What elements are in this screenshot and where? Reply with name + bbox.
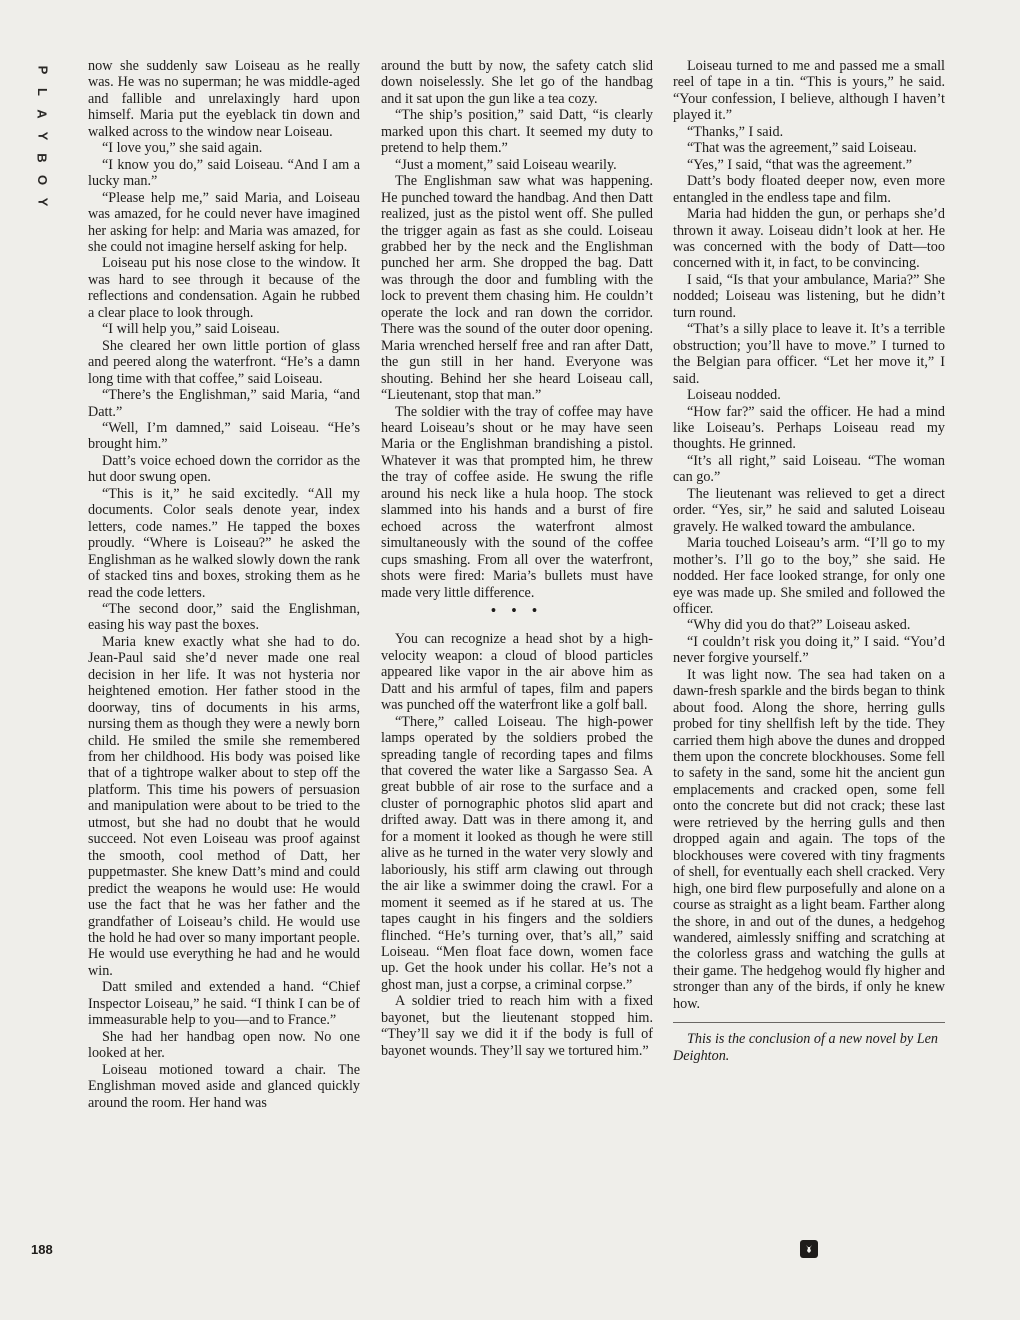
page-number: 188: [31, 1242, 53, 1257]
paragraph: The Englishman saw what was happening. He punched toward the handbag. And then Datt realized, just as the pistol went off. She pulled the trigger again as fast as she could. Loiseau grabbed her by the neck and the Englishman punched her arm. She dropped the bag. Datt was through the door and fumbling with the lock to prevent them chasing him. He couldn’t operate the lock and ran down the corridor. There was the sound of the outer door opening. Maria wrenched herself free and ran after Datt, the gun still in her hand. Everyone was shouting. Behind her she heard Loiseau call, “Lieutenant, stop that man.”: [381, 173, 653, 404]
sideline-letter: P: [35, 65, 51, 75]
paragraph: “The second door,” said the Englishman, easing his way past the boxes.: [88, 600, 360, 634]
paragraph: I said, “Is that your ambulance, Maria?” She nodded; Loiseau was listening, but he didn’t turn round.: [673, 271, 945, 321]
paragraph: “Thanks,” I said.: [687, 123, 784, 140]
paragraph: “Yes,” I said, “that was the agreement.”: [687, 156, 913, 173]
sideline-letter: L: [35, 88, 51, 96]
paragraph: “How far?” said the officer. He had a mind like Loiseau’s. Perhaps Loiseau read my thoughts. He grinned.: [673, 403, 945, 453]
end-mark-icon: [800, 1240, 818, 1258]
paragraph: “The ship’s position,” said Datt, “is clearly marked upon this chart. It seemed my duty to pretend to help them.”: [381, 107, 653, 157]
author-tagline: This is the conclusion of a new novel by Len Deighton.: [673, 1031, 939, 1064]
paragraph: Loiseau turned to me and passed me a small reel of tape in a tin. “This is yours,” he said. “Your confession, I believe, although I haven’t played it.”: [673, 58, 945, 124]
paragraph: “I will help you,” said Loiseau.: [102, 321, 280, 338]
paragraph: “Well, I’m damned,” said Loiseau. “He’s brought him.”: [88, 419, 360, 453]
section-separator: • • •: [491, 602, 543, 619]
paragraph: Maria touched Loiseau’s arm. “I’ll go to my mother’s. I’ll go to the boy,” she said. He nodded. Her face looked strange, for only one eye was made up. She smiled and followed the officer.: [673, 535, 945, 617]
sideline-letter: Y: [35, 131, 51, 141]
sideline-letter: Y: [35, 197, 51, 207]
divider: [673, 1022, 945, 1023]
paragraph: “Please help me,” said Maria, and Loiseau was amazed, for he could never have imagined her asking for help: and Maria was amazed, for she could not imagine herself asking for help.: [88, 189, 360, 255]
paragraph: “That’s a silly place to leave it. It’s a terrible obstruction; you’ll have to move.” I turned to the Belgian para officer. “Let her move it,” I said.: [673, 321, 945, 387]
paragraph: “I couldn’t risk you doing it,” I said. “You’d never forgive yourself.”: [673, 633, 945, 667]
paragraph: “There,” called Loiseau. The high-power lamps operated by the soldiers probed the spreading tangle of recording tapes and films that covered the water like a Sargasso Sea. A great bubble of air rose to the surface and a cluster of pornographic photos slid apart and drifted away. Datt was in there among it, and for a moment it looked as though he were still alive as he turned in the water very slowly and laboriously, his stiff arm clawing out through the air like a swimmer doing the crawl. For a moment it seemed as if he stared at us. The tapes caught in his fingers and the soldiers flinched. “He’s turning over, that’s all,” said Loiseau. “Men float face down, women face up. Get the hook under his collar. He’s not a ghost man, just a corpse, a criminal corpse.”: [381, 713, 653, 993]
paragraph: “Just a moment,” said Loiseau wearily.: [395, 156, 617, 173]
paragraph: “Why did you do that?” Loiseau asked.: [687, 617, 911, 634]
paragraph: She cleared her own little portion of glass and peered along the waterfront. “He’s a damn long time with that coffee,” said Loiseau.: [88, 337, 360, 387]
paragraph: You can recognize a head shot by a high-velocity weapon: a cloud of blood particles appeared like vapor in the air above him as Datt and his armful of tapes, film and papers was punched off the waterfront like a golf ball.: [381, 631, 653, 714]
paragraph: “This is it,” he said excitedly. “All my documents. Color seals denote year, index letters, code names.” He tapped the boxes proudly. “Where is Loiseau?” he asked the Englishman as he walked slowly down the rank of stacked tins and boxes, stroking them as he read the code letters.: [88, 485, 360, 601]
paragraph: Datt’s voice echoed down the corridor as the hut door swung open.: [88, 452, 360, 486]
paragraph: “That was the agreement,” said Loiseau.: [687, 140, 917, 157]
paragraph: Loiseau motioned toward a chair. The Englishman moved aside and glanced quickly around the room. Her hand was: [88, 1061, 360, 1111]
paragraph: now she suddenly saw Loiseau as he really was. He was no superman; he was middle-aged and fallible and unrelaxingly hard upon himself. Maria put the eyeblack tin down and walked across to the window near Loiseau.: [88, 58, 360, 140]
paragraph: “I love you,” she said again.: [102, 140, 263, 157]
paragraph: The soldier with the tray of coffee may have heard Loiseau’s shout or he may have seen Maria or the Englishman brandishing a pistol. Whatever it was that prompted him, he threw the tray of coffee aside. He swung the rifle around his neck like a hula hoop. The stock slammed into his hands and a burst of fire echoed across the waterfront almost simultaneously with the sound of the coffee cups smashing. From all over the waterfront, shots were fired: Maria’s bullets must have made very little difference.: [381, 403, 653, 601]
sideline-letter: O: [35, 174, 51, 186]
paragraph: around the butt by now, the safety catch slid down noiselessly. She let go of the handbag and it sat upon the gun like a tea cozy.: [381, 58, 653, 107]
paragraph: “There’s the Englishman,” said Maria, “and Datt.”: [88, 387, 360, 420]
text-column-1: [88, 58, 360, 1111]
paragraph: Maria knew exactly what she had to do. Jean-Paul said she’d never made one real decision in her life. It was not hysteria nor heightened emotion. Her father stood in the doorway, tins of documents in his arms, nursing them as though they were a newly born child. He smiled the smile she remembered from her childhood. His body was poised like that of a tightrope walker about to step off the platform. This time his powers of persuasion and manipulation were about to be tried to the utmost, but she had no doubt that he would succeed. Not even Loiseau was proof against the smooth, cool method of Datt, her puppetmaster. She knew Datt’s mind and could predict the weapons he would use: He would use the fact that he was her father and the grandfather of Loiseau’s child. He would use the hold he had over so many important people. He would use everything he had and he would win.: [88, 633, 360, 979]
paragraph: A soldier tried to reach him with a fixed bayonet, but the lieutenant stopped him. “They’ll say we did it if the body is full of bayonet wounds. They’ll say we tortured him.”: [381, 993, 653, 1059]
paragraph: Datt smiled and extended a hand. “Chief Inspector Loiseau,” he said. “I think I can be of immeasurable help to you—and to France.”: [88, 979, 360, 1029]
paragraph: It was light now. The sea had taken on a dawn-fresh sparkle and the birds began to think about food. Along the shore, herring gulls probed for tiny shellfish left by the tide. They carried them high above the dunes and dropped them upon the concrete blockhouses. Some fell to safety in the sand, some hit the ancient gun emplacements and cracked open, some fell onto the concrete but did not crack; these last were retrieved by the herring gulls and then dropped again and again. The tops of the blockhouses were covered with tiny fragments of shell, for eventually each shell cracked. Very high, one bird flew purposefully and alone on a course as straight as a light beam. Farther along the shore, in and out of the dunes, a hedgehog wandered, aimlessly sniffing and scratching at the colorless grass and watching the gulls at their game. The hedgehog would fly higher and stronger than any of the birds, if only he knew how.: [673, 666, 945, 1012]
paragraph: “I know you do,” said Loiseau. “And I am a lucky man.”: [88, 156, 360, 190]
paragraph: She had her handbag open now. No one looked at her.: [88, 1028, 360, 1062]
text-column-2: [381, 58, 653, 1059]
paragraph: Datt’s body floated deeper now, even more entangled in the endless tape and film.: [673, 173, 945, 206]
paragraph: Loiseau put his nose close to the window. It was hard to see through it because of the reflections and condensation. Again he rubbed a clear place to look through.: [88, 255, 360, 321]
sideline-letter: A: [35, 109, 51, 119]
magazine-sideline: [35, 62, 51, 210]
paragraph: “It’s all right,” said Loiseau. “The woman can go.”: [673, 452, 945, 486]
text-column-3: [673, 58, 945, 1064]
paragraph: Maria had hidden the gun, or perhaps she’d thrown it away. Loiseau didn’t look at her. He was concerned with the body of Datt—too concerned with it, in fact, to be convincing.: [673, 206, 945, 272]
sideline-letter: B: [35, 153, 51, 163]
paragraph: The lieutenant was relieved to get a direct order. “Yes, sir,” he said and saluted Loiseau gravely. He walked toward the ambulance.: [673, 485, 945, 535]
paragraph: Loiseau nodded.: [687, 387, 781, 404]
